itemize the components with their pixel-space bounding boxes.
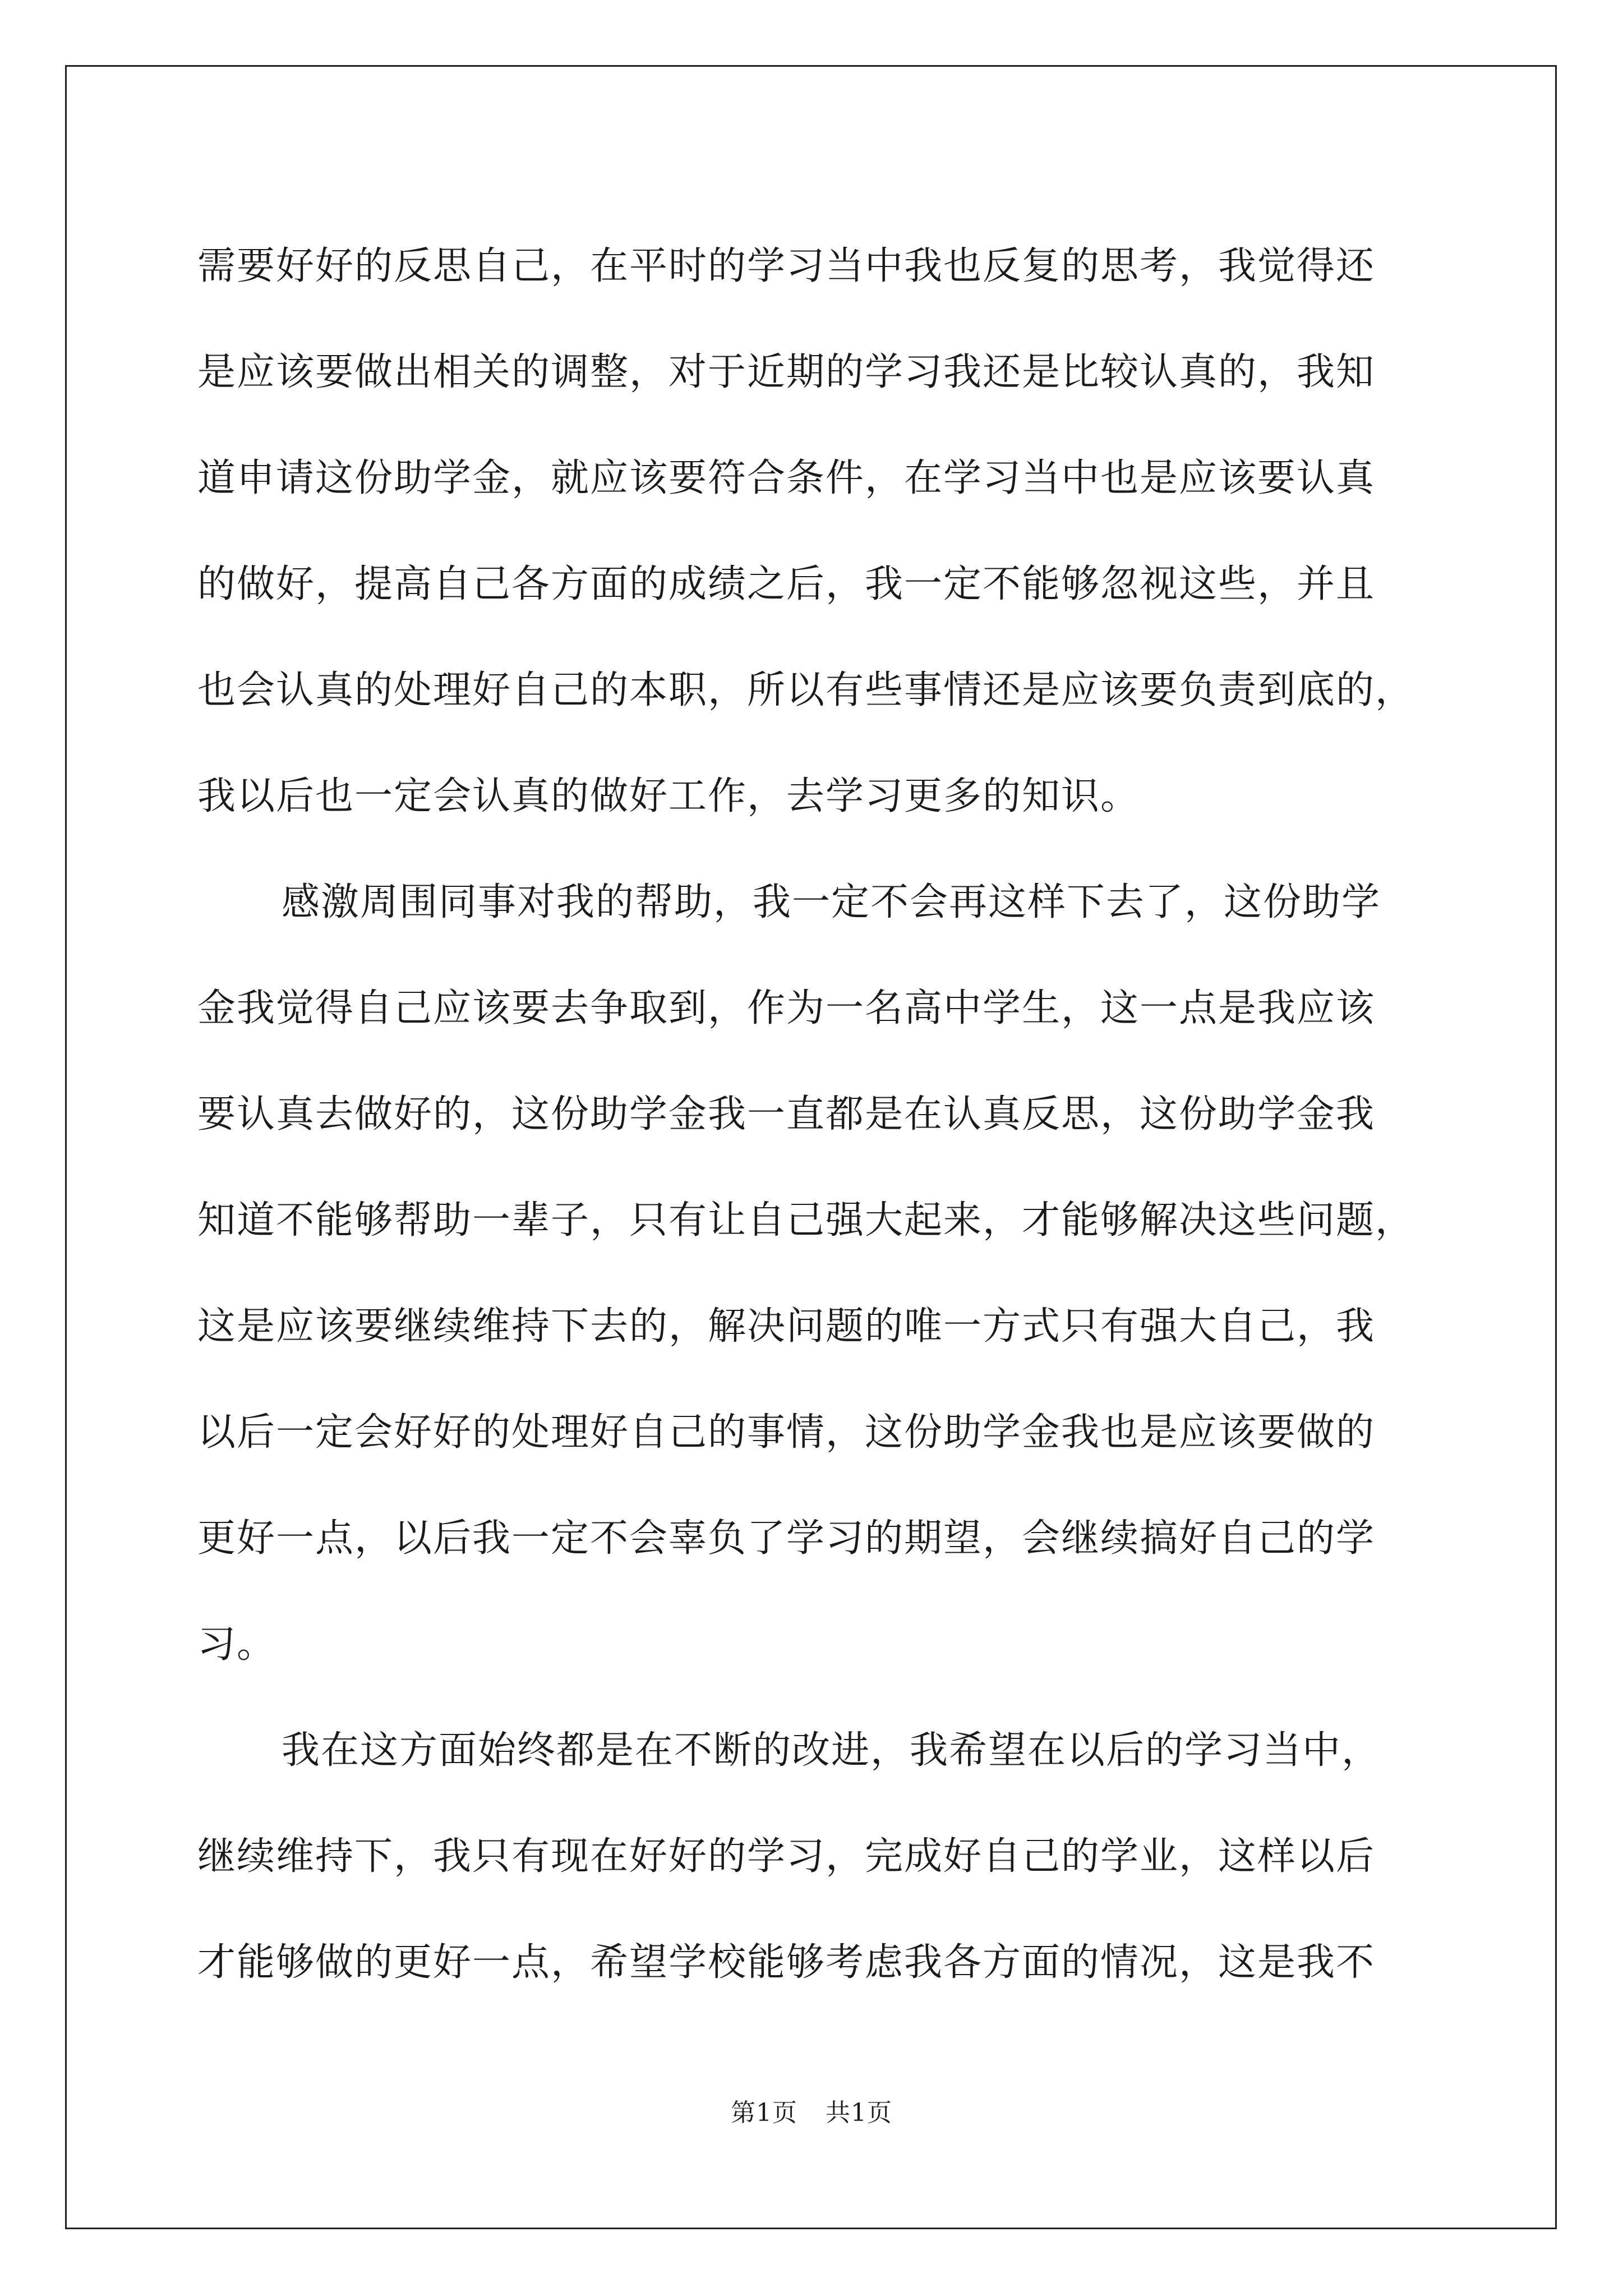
text-line: 这是应该要继续维持下去的，解决问题的唯一方式只有强大自己，我 bbox=[197, 1304, 1376, 1349]
text-line: 金我觉得自己应该要去争取到，作为一名高中学生，这一点是我应该 bbox=[197, 986, 1376, 1030]
page-total: 共1页 bbox=[826, 2099, 892, 2127]
document-body bbox=[197, 213, 1431, 2016]
text-line: 我在这方面始终都是在不断的改进，我希望在以后的学习当中， bbox=[282, 1728, 1381, 1773]
text-line: 的做好，提高自己各方面的成绩之后，我一定不能够忽视这些，并且 bbox=[197, 562, 1376, 606]
text-line: 是应该要做出相关的调整，对于近期的学习我还是比较认真的，我知 bbox=[197, 350, 1376, 394]
page-footer bbox=[0, 2092, 1623, 2128]
text-line: 知道不能够帮助一辈子，只有让自己强大起来，才能够解决这些问题， bbox=[197, 1198, 1415, 1243]
text-line: 也会认真的处理好自己的本职，所以有些事情还是应该要负责到底的， bbox=[197, 668, 1415, 712]
text-line: 要认真去做好的，这份助学金我一直都是在认真反思，这份助学金我 bbox=[197, 1092, 1376, 1137]
text-line: 我以后也一定会认真的做好工作，去学习更多的知识。 bbox=[197, 774, 1140, 818]
text-line: 才能够做的更好一点，希望学校能够考虑我各方面的情况，这是我不 bbox=[197, 1940, 1376, 1985]
text-line: 需要好好的反思自己，在平时的学习当中我也反复的思考，我觉得还 bbox=[197, 244, 1376, 288]
text-line: 道申请这份助学金，就应该要符合条件，在学习当中也是应该要认真 bbox=[197, 456, 1376, 500]
page-number: 第1页 bbox=[731, 2099, 797, 2127]
text-line: 感激周围同事对我的帮助，我一定不会再这样下去了，这份助学 bbox=[282, 880, 1381, 924]
text-line: 更好一点，以后我一定不会辜负了学习的期望，会继续搞好自己的学 bbox=[197, 1516, 1376, 1561]
text-line: 继续维持下，我只有现在好好的学习，完成好自己的学业，这样以后 bbox=[197, 1834, 1376, 1879]
text-line: 以后一定会好好的处理好自己的事情，这份助学金我也是应该要做的 bbox=[197, 1410, 1376, 1455]
text-line: 习。 bbox=[197, 1622, 276, 1667]
